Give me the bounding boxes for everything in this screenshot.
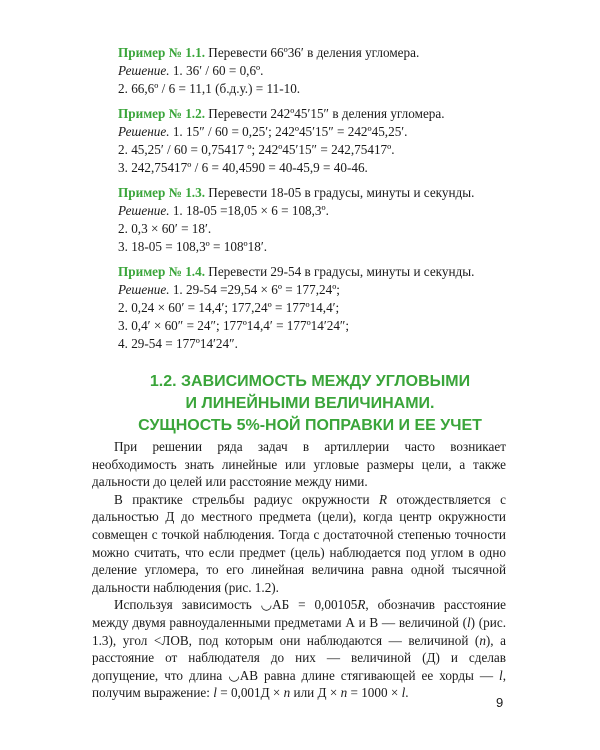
body-text [92,438,506,702]
solution-line: 4. 29-54 = 177º14′24″. [118,336,238,351]
example-heading [118,44,558,62]
solution-line: Решение. 1. 18-05 =18,05 × 6 = 108,3º. [118,203,329,218]
solution-line: 3. 0,4′ × 60″ = 24″; 177º14,4′ = 177º14′24″; [118,318,350,333]
example-1-3 [118,184,558,256]
solution-label: Решение. [118,203,170,218]
paragraph-3: Используя зависимость ◡АБ = 0,00105R, обозначив расстояние между двумя равноудаленными предметами А и В — величиной (l) (рис. 1.3), угол <ЛОВ, под которым они наблюдаются — величиной (n), а расстояние от наблюдателя до них — величиной (Д) и сделав допущение, что длина ◡АВ равна длине стягивающей ее хорды — l, получим выражение: l = 0,001Д × n или Д × n = 1000 × l. [92,597,506,701]
section-heading-line: И ЛИНЕЙНЫМИ ВЕЛИЧИНАМИ. [185,395,435,412]
example-heading [118,263,558,281]
solution-line: 2. 66,6º / 6 = 11,1 (б.д.у.) = 11-10. [118,81,301,96]
example-1-1 [118,44,558,98]
section-heading [90,371,530,437]
solution-line: 2. 0,24 × 60′ = 14,4′; 177,24º = 177º14,4′; [118,300,340,315]
section-heading-line: СУЩНОСТЬ 5%-НОЙ ПОПРАВКИ И ЕЕ УЧЕТ [138,417,482,434]
solution-line: 2. 45,25′ / 60 = 0,75417 º; 242º45′15″ = 242,75417º. [118,142,395,157]
example-task: Перевести 242º45′15″ в деления угломера. [205,106,445,121]
solution-line: 3. 242,75417º / 6 = 40,4590 = 40-45,9 = 40-46. [118,160,368,175]
example-title: Пример № 1.2. [118,106,205,121]
example-task: Перевести 18-05 в градусы, минуты и секунды. [205,185,475,200]
example-heading [118,184,558,202]
section-heading-line: 1.2. ЗАВИСИМОСТЬ МЕЖДУ УГЛОВЫМИ [149,373,471,390]
solution-line: 2. 0,3 × 60′ = 18′. [118,221,212,236]
example-1-4 [118,263,558,353]
example-title: Пример № 1.3. [118,185,205,200]
example-task: Перевести 29-54 в градусы, минуты и секунды. [205,264,475,279]
solution-line: 3. 18-05 = 108,3º = 108º18′. [118,239,268,254]
example-task: Перевести 66º36′ в деления угломера. [205,45,420,60]
solution-line: Решение. 1. 29-54 =29,54 × 6º = 177,24º; [118,282,340,297]
solution-label: Решение. [118,63,170,78]
page-number: 9 [496,695,504,710]
solution-line: Решение. 1. 36′ / 60 = 0,6º. [118,63,264,78]
example-1-2 [118,105,558,177]
example-heading [118,105,558,123]
example-title: Пример № 1.1. [118,45,205,60]
paragraph-1: При решении ряда задач в артиллерии часто возникает необходимость знать линейные или угловые размеры цели, а также дальности до целей или расстояние между ними. [92,439,506,490]
paragraph-2: В практике стрельбы радиус окружности R отождествляется с дальностью Д до местного предмета (цели), когда центр окружности совмещен с точкой наблюдения. Тогда с достаточной степенью точности можно считать, что если предмет (цель) наблюдается под углом в одно деление угломера, то его линейная величина равна одной тысячной дальности наблюдения (рис. 1.2). [92,491,506,595]
solution-label: Решение. [118,124,170,139]
solution-label: Решение. [118,282,170,297]
example-title: Пример № 1.4. [118,264,205,279]
solution-line: Решение. 1. 15″ / 60 = 0,25′; 242º45′15″ = 242º45,25′. [118,124,408,139]
